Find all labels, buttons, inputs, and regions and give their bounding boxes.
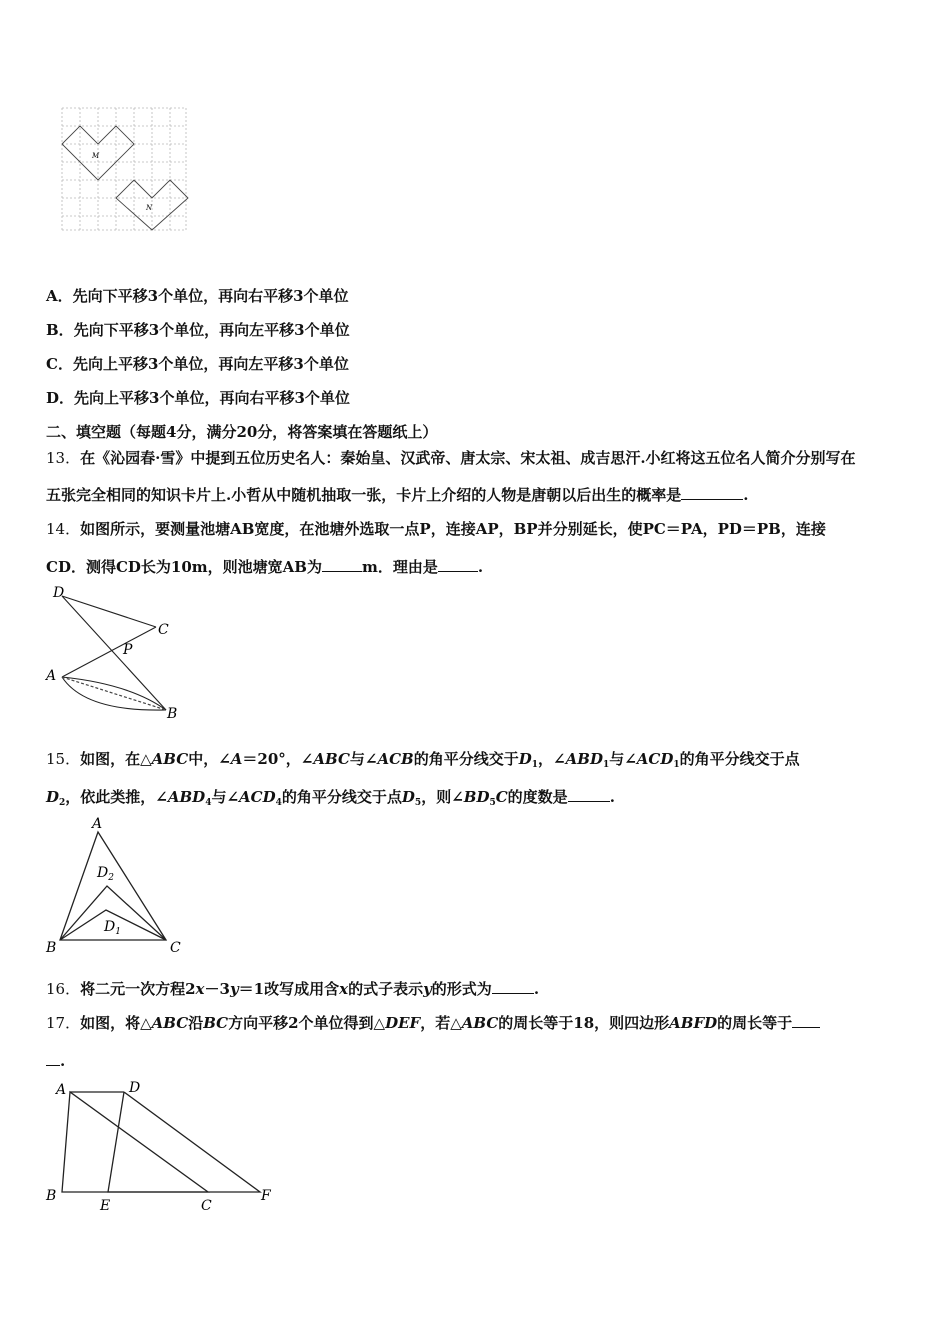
label-a: A [56, 1082, 67, 1098]
option-c[interactable]: C．先向上平移3个单位，再向左平移3个单位 [46, 355, 349, 373]
q17-line1: 17．如图，将△ABC沿BC方向平移2个单位得到△DEF，若△ABC的周长等于18，则四边形ABFD的周长等于 [46, 1013, 820, 1033]
grid-hearts-figure [60, 106, 190, 232]
label-d: D [129, 1080, 141, 1096]
q17-line2: . [46, 1051, 65, 1071]
label-a: A [46, 668, 57, 684]
option-a[interactable]: A．先向下平移3个单位，再向右平移3个单位 [46, 287, 349, 305]
label-c: C [158, 622, 169, 638]
q13-answer-blank[interactable] [681, 485, 743, 500]
label-c: C [170, 940, 181, 956]
label-m: M [92, 152, 100, 160]
label-d: D [53, 585, 65, 601]
pond-figure [40, 584, 190, 724]
triangle-bisector-figure [40, 812, 190, 962]
q14-line2: CD．测得CD长为10m，则池塘宽AB为 m．理由是 . [46, 558, 484, 576]
q13-line1: 13．在《沁园春·雪》中提到五位历史名人：秦始皇、汉武帝、唐太宗、宋太祖、成吉思汗.小红将这五位名人简介分别写在 [46, 449, 856, 467]
q13-line2: 五张完全相同的知识卡片上.小哲从中随机抽取一张，卡片上介绍的人物是唐朝以后出生的概率是 . [46, 486, 749, 504]
option-b[interactable]: B．先向下平移3个单位，再向左平移3个单位 [46, 321, 350, 339]
label-a: A [92, 816, 103, 832]
label-p: P [123, 642, 133, 658]
label-b: B [46, 940, 57, 956]
q16-line: 16．将二元一次方程2x－3y＝1改写成用含x的式子表示y的形式为 . [46, 980, 540, 998]
section-title: 二、填空题（每题4分，满分20分，将答案填在答题纸上） [46, 423, 438, 441]
q15-answer-blank[interactable] [568, 787, 610, 802]
q15-line2: $D_2$，依此类推，$\angle ABD_4$与$\angle ACD_4$的角平分线交于点$D_5$，则$\angle BD_5C$的度数是 . [46, 788, 615, 808]
q14-width-blank[interactable] [322, 557, 362, 572]
option-d[interactable]: D．先向上平移3个单位，再向右平移3个单位 [46, 389, 350, 407]
label-n: N [146, 204, 153, 212]
label-c: C [201, 1198, 212, 1214]
q16-answer-blank[interactable] [492, 979, 534, 994]
translation-figure [40, 1076, 280, 1216]
q15-line1: 15．如图，在△ABC中，∠A＝20°，∠ABC与∠ACB的角平分线交于$D_1$，$\angle ABD_1$与$\angle ACD_1$的角平分线交于点 [46, 750, 800, 770]
label-b: B [46, 1188, 57, 1204]
q17-answer-blank-cont[interactable] [46, 1051, 60, 1066]
label-b: B [167, 706, 178, 722]
q14-line1: 14．如图所示，要测量池塘AB宽度，在池塘外选取一点P，连接AP，BP并分别延长，使PC＝PA，PD＝PB，连接 [46, 520, 826, 538]
q17-answer-blank[interactable] [792, 1013, 820, 1028]
label-f: F [261, 1188, 271, 1204]
label-d2: $D_2$ [97, 865, 114, 883]
q14-reason-blank[interactable] [438, 557, 478, 572]
label-d1: $D_1$ [104, 919, 121, 937]
label-e: E [100, 1198, 111, 1214]
